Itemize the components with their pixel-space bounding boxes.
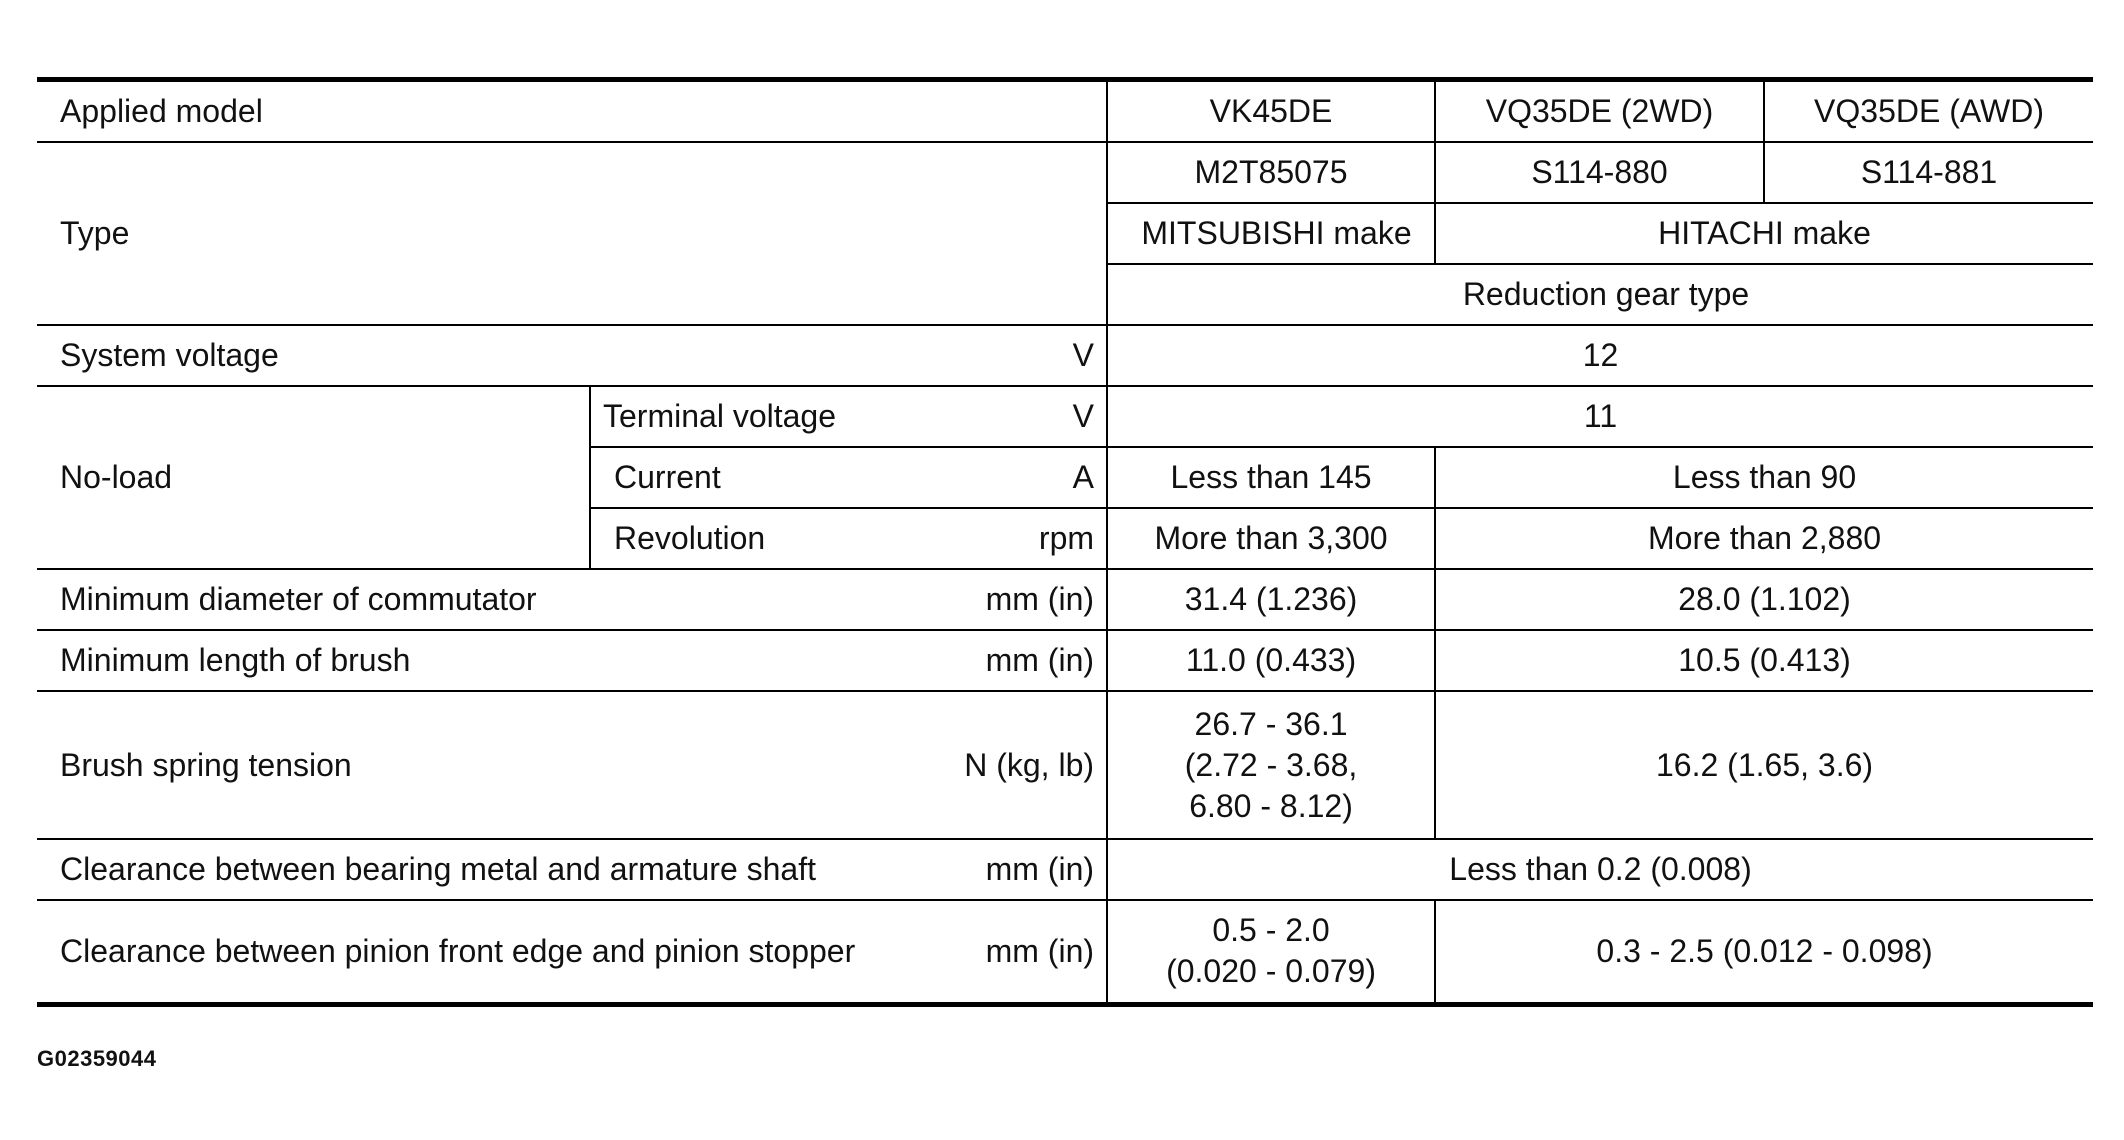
spring-tension-unit: N (kg, lb) (964, 746, 1095, 783)
revolution-label: Revolution (614, 520, 766, 556)
commutator-row (37, 569, 2093, 630)
part-number-vq35de-awd: S114-881 (1764, 142, 2093, 203)
model-vq35de-2wd: VQ35DE (2WD) (1435, 80, 1764, 143)
commutator-vq35de: 28.0 (1.102) (1435, 569, 2093, 630)
system-voltage-unit: V (1072, 337, 1095, 373)
bearing-clearance-unit: mm (in) (985, 851, 1095, 887)
terminal-voltage-value: 11 (1107, 386, 2093, 447)
spring-tension-vk45de (1107, 691, 1435, 839)
current-vk45de: Less than 145 (1107, 447, 1435, 508)
current-unit: A (1072, 459, 1095, 495)
brush-length-vk45de: 11.0 (0.433) (1107, 630, 1435, 691)
no-load-label: No-load (37, 386, 590, 569)
system-voltage-label: System voltage (60, 337, 279, 373)
pinion-clearance-label: Clearance between pinion front edge and pinion stopper (60, 932, 856, 969)
terminal-voltage-unit: V (1072, 398, 1095, 434)
type-label: Type (37, 142, 1107, 325)
revolution-vq35de: More than 2,880 (1435, 508, 2093, 569)
bearing-clearance-label: Clearance between bearing metal and armature shaft (60, 851, 816, 887)
commutator-label: Minimum diameter of commutator (60, 581, 537, 617)
make-mitsubishi: MITSUBISHI make (1107, 203, 1435, 264)
revolution-vk45de: More than 3,300 (1107, 508, 1435, 569)
brush-length-row (37, 630, 2093, 691)
commutator-unit: mm (in) (985, 581, 1095, 617)
brush-length-vq35de: 10.5 (0.413) (1435, 630, 2093, 691)
pinion-clearance-unit: mm (in) (985, 932, 1095, 969)
bearing-clearance-value: Less than 0.2 (0.008) (1107, 839, 2093, 900)
bearing-clearance-row (37, 839, 2093, 900)
brush-length-label: Minimum length of brush (60, 642, 411, 678)
figure-code: G02359044 (37, 1046, 157, 1071)
part-number-vq35de-2wd: S114-880 (1435, 142, 1764, 203)
revolution-unit: rpm (1038, 520, 1095, 556)
spring-tension-vk-line: 6.80 - 8.12) (1189, 787, 1353, 824)
make-hitachi: HITACHI make (1435, 203, 2093, 264)
current-vq35de: Less than 90 (1435, 447, 2093, 508)
brush-length-unit: mm (in) (985, 642, 1095, 678)
spring-tension-row (37, 691, 2093, 839)
model-vq35de-awd: VQ35DE (AWD) (1764, 80, 2093, 143)
pinion-clearance-vq35de: 0.3 - 2.5 (0.012 - 0.098) (1435, 900, 2093, 1004)
starter-spec-table (37, 77, 2093, 1007)
gear-type-value: Reduction gear type (1107, 264, 2093, 325)
terminal-voltage-label: Terminal voltage (603, 398, 836, 434)
terminal-voltage-row (37, 386, 2093, 447)
part-number-vk45de: M2T85075 (1107, 142, 1435, 203)
system-voltage-value: 12 (1107, 325, 2093, 386)
pinion-clearance-row (37, 900, 2093, 1004)
pinion-clearance-vk-line: 0.5 - 2.0 (1212, 912, 1330, 949)
pinion-clearance-vk-line: (0.020 - 0.079) (1166, 953, 1376, 990)
commutator-vk45de: 31.4 (1.236) (1107, 569, 1435, 630)
spring-tension-vq35de: 16.2 (1.65, 3.6) (1435, 691, 2093, 839)
applied-model-label: Applied model (37, 80, 1107, 143)
pinion-clearance-vk45de (1107, 900, 1435, 1004)
current-label: Current (614, 459, 721, 495)
spring-tension-vk-line: (2.72 - 3.68, (1184, 746, 1358, 783)
spring-tension-label: Brush spring tension (60, 746, 352, 783)
system-voltage-row (37, 325, 2093, 386)
applied-model-row (37, 80, 2093, 143)
spring-tension-vk-line: 26.7 - 36.1 (1194, 705, 1348, 742)
model-vk45de: VK45DE (1107, 80, 1435, 143)
type-row (37, 142, 2093, 203)
